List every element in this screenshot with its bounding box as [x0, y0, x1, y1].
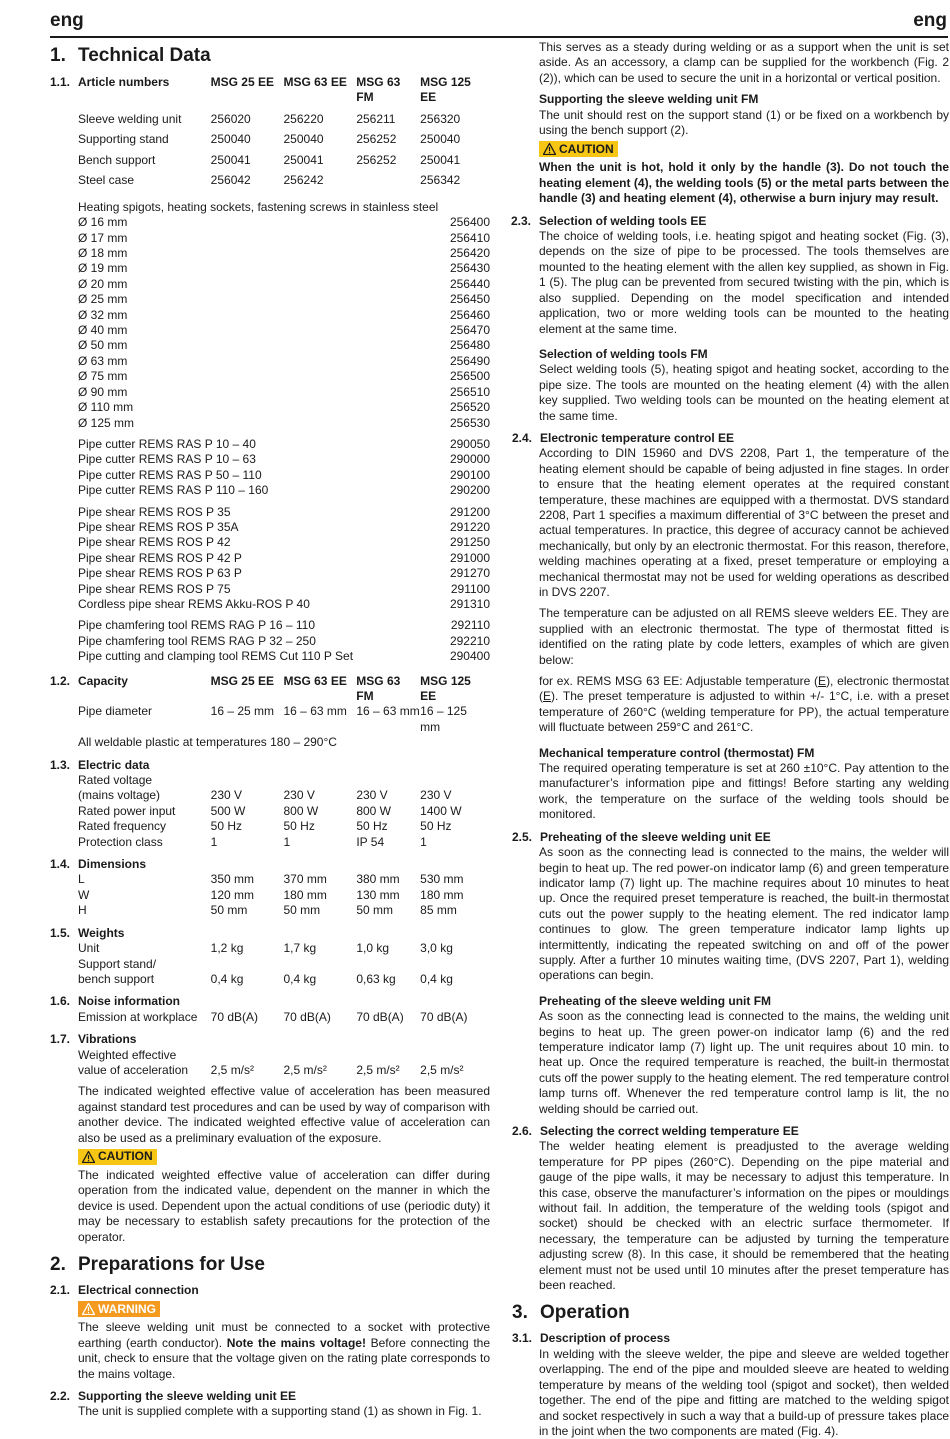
spigot-row: Ø 32 mm 256460	[78, 307, 490, 322]
section-2-4-heading: 2.4. Electronic temperature control EE	[512, 430, 735, 445]
burn-warning-paragraph: When the unit is hot, hold it only by the handle (3). Do not touch the heating element (4), the welding tools (5) or the metal parts between the handle (3) and heating element (4), otherwise a burn injury may result.	[539, 160, 949, 206]
temp-control-paragraph-2: The temperature can be adjusted on all REMS sleeve welders EE. They are supplied with an electronic thermostat. The type of thermostat fitted is identified on the rating plate by code letters, examples of which are given below:	[539, 606, 949, 667]
tools-ee-paragraph: The choice of welding tools, i.e. heating spigot and heating socket (Fig. (3), depends on the size of pipe to be processed. The tools themselves are mounted to the heating element with the allen key supplied, as shown in Fig. 1 (5). The plug can be prevented from secured twisting with the pin, which is also supplied. Depending on the model specification and intended application, two or more welding tools can be mounted to the heating element at the same time.	[539, 229, 949, 336]
tool-list	[78, 618, 490, 664]
temp-control-example: for ex. REMS MSG 63 EE: Adjustable temperature (E), electronic thermostat (E). The preset temperature is adjusted to within +/- 1°C, i.e. with a preset temperature of 260°C (welding temperature for PP), the actual temperature will fluctuate between 259°C and 261°C.	[539, 674, 950, 735]
tool-row: Pipe chamfering tool REMS RAG P 32 – 250 292210	[78, 633, 490, 648]
spigot-row: Ø 110 mm 256520	[78, 400, 490, 415]
tool-row: Pipe chamfering tool REMS RAG P 16 – 110 292110	[78, 618, 490, 633]
section-3-1-heading: 3.1. Description of process	[512, 1331, 671, 1346]
spigot-row: Ø 40 mm 256470	[78, 323, 490, 338]
header-rule	[50, 36, 948, 38]
table-row: value of acceleration 2,5 m/s² 2,5 m/s² 2,5 m/s² 2,5 m/s²	[78, 1062, 464, 1077]
table-row: L 350 mm 370 mm 380 mm 530 mm	[78, 872, 464, 887]
cutter-row: Pipe cutter REMS RAS P 10 – 63 290000	[78, 452, 490, 467]
table-row: Steel case 256042 256242 256342	[78, 173, 461, 188]
spigot-row: Ø 63 mm 256490	[78, 353, 490, 368]
vibration-paragraph: The indicated weighted effective value of acceleration has been measured against standard test procedures and can be used by way of comparison with another device. The indicated weighted effective value of acceleration can also be used as a preliminary evaluation of the exposure.	[78, 1084, 490, 1145]
section-1-5-heading: 1.5. Weights	[50, 925, 125, 940]
vibration-caution-paragraph: The indicated weighted effective value of acceleration can differ during operation from the indicated value, dependent on the manner in which the device is used. Dependent upon the actual conditions of use (periodic duty) it may be necessary to establish safety precautions for the protection of the operator.	[78, 1167, 490, 1244]
table-row: Support stand/	[78, 956, 157, 971]
noise-table	[50, 1010, 490, 1025]
preheat-fm-subheading: Preheating of the sleeve welding unit FM	[539, 993, 772, 1008]
left-column	[50, 40, 490, 1420]
table-row: Protection class 1 1 IP 54 1	[78, 834, 427, 849]
table-row: Sleeve welding unit 256020 256220 256211 256320	[78, 111, 461, 126]
section-1-3-heading: 1.3. Electric data	[50, 757, 150, 772]
spigot-row: Ø 16 mm 256400	[78, 215, 490, 230]
header-lang-left: eng	[50, 10, 84, 31]
tool-row: Pipe cutting and clamping tool REMS Cut 110 P Set 290400	[78, 649, 490, 664]
spigot-list	[78, 215, 490, 431]
supporting-paragraph-cont: This serves as a steady during welding or as a support when the unit is set aside. As an accessory, a clamp can be supplied for the workbench (Fig. 2 (2)), which can be used to secure the unit in a horizontal or vertical position.	[539, 40, 949, 85]
table-row: Supporting stand 250040 250040 256252 250040	[78, 132, 461, 147]
spigot-row: Ø 25 mm 256450	[78, 292, 490, 307]
spigot-row: Ø 18 mm 256420	[78, 246, 490, 261]
table-row: Emission at workplace 70 dB(A) 70 dB(A) 70 dB(A) 70 dB(A)	[78, 1009, 468, 1024]
spigot-row: Ø 90 mm 256510	[78, 384, 490, 399]
table-row: Rated voltage	[78, 773, 153, 788]
right-column	[512, 40, 949, 1439]
spigot-row: Ø 75 mm 256500	[78, 369, 490, 384]
caution-badge: CAUTION	[539, 141, 618, 157]
tools-fm-subheading: Selection of welding tools FM	[539, 346, 708, 361]
weights-table	[50, 941, 490, 987]
section-2-1-heading: 2.1. Electrical connection	[50, 1283, 199, 1297]
table-row: bench support 0,4 kg 0,4 kg 0,63 kg 0,4 kg	[78, 971, 453, 986]
warning-triangle-icon	[82, 1151, 95, 1163]
cutter-row: Pipe cutter REMS RAS P 10 – 40 290050	[78, 436, 490, 451]
section-2-3-heading: 2.3. Selection of welding tools EE	[511, 213, 707, 228]
table-row: Rated frequency 50 Hz 50 Hz 50 Hz 50 Hz	[78, 819, 452, 834]
welding-temp-paragraph: The welder heating element is preadjusted to the average welding temperature for PP pipes (260°C). Depending on the pipe material and gauge of the pipe walls, it may be necessary to adjust this temperature. In this case, observe the manufacturer’s information on the pipes or mouldings without fail. In addition, the temperature of the welding tools (spigot and socket) should be checked with an electric surface thermometer. If necessary, the temperature can be adjusted by turning the temperature adjusting screw (8). In this case, it should be remembered that the heating element must not be used until 10 minutes after the preset temperature has been reached.	[539, 1139, 949, 1293]
shear-row: Pipe shear REMS ROS P 42 P 291000	[78, 550, 490, 565]
shear-row: Pipe shear REMS ROS P 35 291200	[78, 504, 490, 519]
table-row: H 50 mm 50 mm 50 mm 85 mm	[78, 903, 457, 918]
section-2-2-heading: 2.2. Supporting the sleeve welding unit EE	[50, 1389, 297, 1404]
dimensions-table	[50, 872, 490, 918]
cutter-row: Pipe cutter REMS RAS P 50 – 110 290100	[78, 467, 490, 482]
table-row: Bench support 250041 250041 256252 250041	[78, 152, 461, 167]
table-row: Pipe diameter 16 – 25 mm 16 – 63 mm 16 – 63 mm 16 – 125 mm	[78, 704, 467, 734]
table-row: Rated power input 500 W 800 W 800 W 1400 W	[78, 803, 462, 818]
section-2-title: 2. Preparations for Use	[50, 1254, 265, 1275]
supporting-fm-paragraph: The unit should rest on the support stand (1) or be fixed on a workbench by using the bench support (2).	[539, 107, 949, 138]
spigot-row: Ø 19 mm 256430	[78, 261, 490, 276]
spigot-heading: Heating spigots, heating sockets, fastening screws in stainless steel	[78, 199, 439, 214]
warning-triangle-icon	[543, 143, 556, 155]
header-lang-right: eng	[913, 10, 947, 31]
shear-row: Cordless pipe shear REMS Akku-ROS P 40 291310	[78, 596, 490, 611]
table-row: W 120 mm 180 mm 130 mm 180 mm	[78, 887, 464, 902]
tools-fm-paragraph: Select welding tools (5), heating spigot and heating socket, according to the pipe size. The tools are mounted on the heating element (4) with the allen key supplied. Two welding tools can be mounted on the heating element at the same time.	[539, 362, 949, 423]
warning-badge: WARNING	[78, 1301, 160, 1317]
section-1-7-heading: 1.7. Vibrations	[50, 1032, 137, 1047]
supporting-fm-subheading: Supporting the sleeve welding unit FM	[539, 92, 759, 107]
shear-list	[78, 505, 490, 613]
shear-row: Pipe shear REMS ROS P 42 291250	[78, 535, 490, 550]
section-3-title: 3. Operation	[512, 1302, 630, 1324]
electric-table	[50, 773, 490, 850]
shear-row: Pipe shear REMS ROS P 35A 291220	[78, 519, 490, 534]
section-2-6-heading: 2.6. Selecting the correct welding temperature EE	[512, 1124, 799, 1138]
mech-temp-subheading: Mechanical temperature control (thermostat) FM	[539, 745, 815, 760]
section-1-6-heading: 1.6. Noise information	[50, 994, 181, 1009]
mech-temp-paragraph: The required operating temperature is set at 260 ±10°C. Pay attention to the manufacturer’s information pipe and fittings! Before starting any welding work, the temperature on the surface of the welding tools should be monitored.	[539, 761, 949, 822]
table-row: (mains voltage) 230 V 230 V 230 V 230 V	[78, 788, 452, 803]
section-1-4-heading: 1.4. Dimensions	[50, 857, 147, 872]
preheat-ee-paragraph: As soon as the connecting lead is connected to the mains, the welder will begin to heat up. The red power-on indicator lamp (6) and green temperature indicator lamp (7) light up. The machine requires about 10 minutes to heat up. Once the required preset temperature is reached, the built-in thermostat cuts out the power supply to the heating element. The red indicator lamp continues to glow. The green temperature indicator lamp lights up intermittently, indicating the repeated switching on and off of the power supply. After a further 10 minutes waiting time, (DVS 2207, Part 1), welding operations can begin.	[539, 845, 949, 983]
caution-badge: CAUTION	[78, 1149, 157, 1165]
cutter-row: Pipe cutter REMS RAS P 110 – 160 290200	[78, 483, 490, 498]
section-1-1-heading: 1.1. Article numbers MSG 25 EE MSG 63 EE MSG 63 FM MSG 125 EE	[50, 75, 471, 105]
article-table	[50, 109, 490, 665]
process-paragraph: In welding with the sleeve welder, the pipe and sleeve are welded together overlapping. The end of the pipe and moulded sleeve are heated to welding temperature by means of the welding tool (spigot and socket), then welded together. The end of the pipe and fitting are matched to the welding spigot and socket respectively in such a way that a build-up of pressure takes place in the joint when the two components are mated (Fig. 4).	[539, 1346, 949, 1438]
vibration-table	[50, 1048, 490, 1079]
shear-row: Pipe shear REMS ROS P 75 291100	[78, 581, 490, 596]
capacity-note: All weldable plastic at temperatures 180 – 290°C	[78, 735, 337, 750]
table-row: Unit 1,2 kg 1,7 kg 1,0 kg 3,0 kg	[78, 941, 453, 956]
preheat-fm-paragraph: As soon as the connecting lead is connected to the mains, the welding unit begins to heat up. The green power-on indicator lamp (6) and the red temperature indicator lamp (7) light up. The unit requires about 10 min. to heat up. Once the required temperature is reached, the built-in thermostat cuts off the power supply to the heating element. The red temperature control lamp turns off. Whenever the red temperature control lamp is lit, the no welding should be carried out.	[539, 1009, 949, 1116]
spigot-row: Ø 17 mm 256410	[78, 230, 490, 245]
spigot-row: Ø 125 mm 256530	[78, 415, 490, 430]
shear-row: Pipe shear REMS ROS P 63 P 291270	[78, 566, 490, 581]
spigot-row: Ø 20 mm 256440	[78, 276, 490, 291]
section-2-5-heading: 2.5. Preheating of the sleeve welding unit EE	[512, 829, 771, 844]
spigot-row: Ø 50 mm 256480	[78, 338, 490, 353]
electrical-connection-paragraph: The sleeve welding unit must be connected to a socket with protective earthing (earth conductor). Note the mains voltage! Before connecting the unit, check to ensure that the voltage given on the rating plate corresponds to the mains voltage.	[78, 1320, 490, 1381]
warning-triangle-icon	[82, 1303, 95, 1315]
section-1-title: 1. Technical Data	[50, 45, 211, 66]
table-row: Weighted effective	[78, 1047, 177, 1062]
section-1-2-heading: 1.2. Capacity MSG 25 EE MSG 63 EE MSG 63 FM MSG 125 EE	[50, 673, 471, 703]
supporting-paragraph: The unit is supplied complete with a supporting stand (1) as shown in Fig. 1.	[78, 1404, 482, 1419]
temp-control-paragraph: According to DIN 15960 and DVS 2208, Part 1, the temperature of the heating element should be capable of being adjusted in fine stages. In order to ensure that the heating element operates at the required constant temperature, these machines are equipped with a thermostat. DVS standard 2208, Part 1 specifies a maximum differential of 3°C between the preset and actual temperatures. In practice, this degree of accuracy cannot be achieved mechanically, but only by an electronic thermostat. For this reason, therefore, welding machines operating at a fixed, preset temperature or employing a mechanical thermostat may not be used for welding operations as described in DVS 2207.	[539, 446, 949, 599]
cutter-list	[78, 437, 490, 499]
